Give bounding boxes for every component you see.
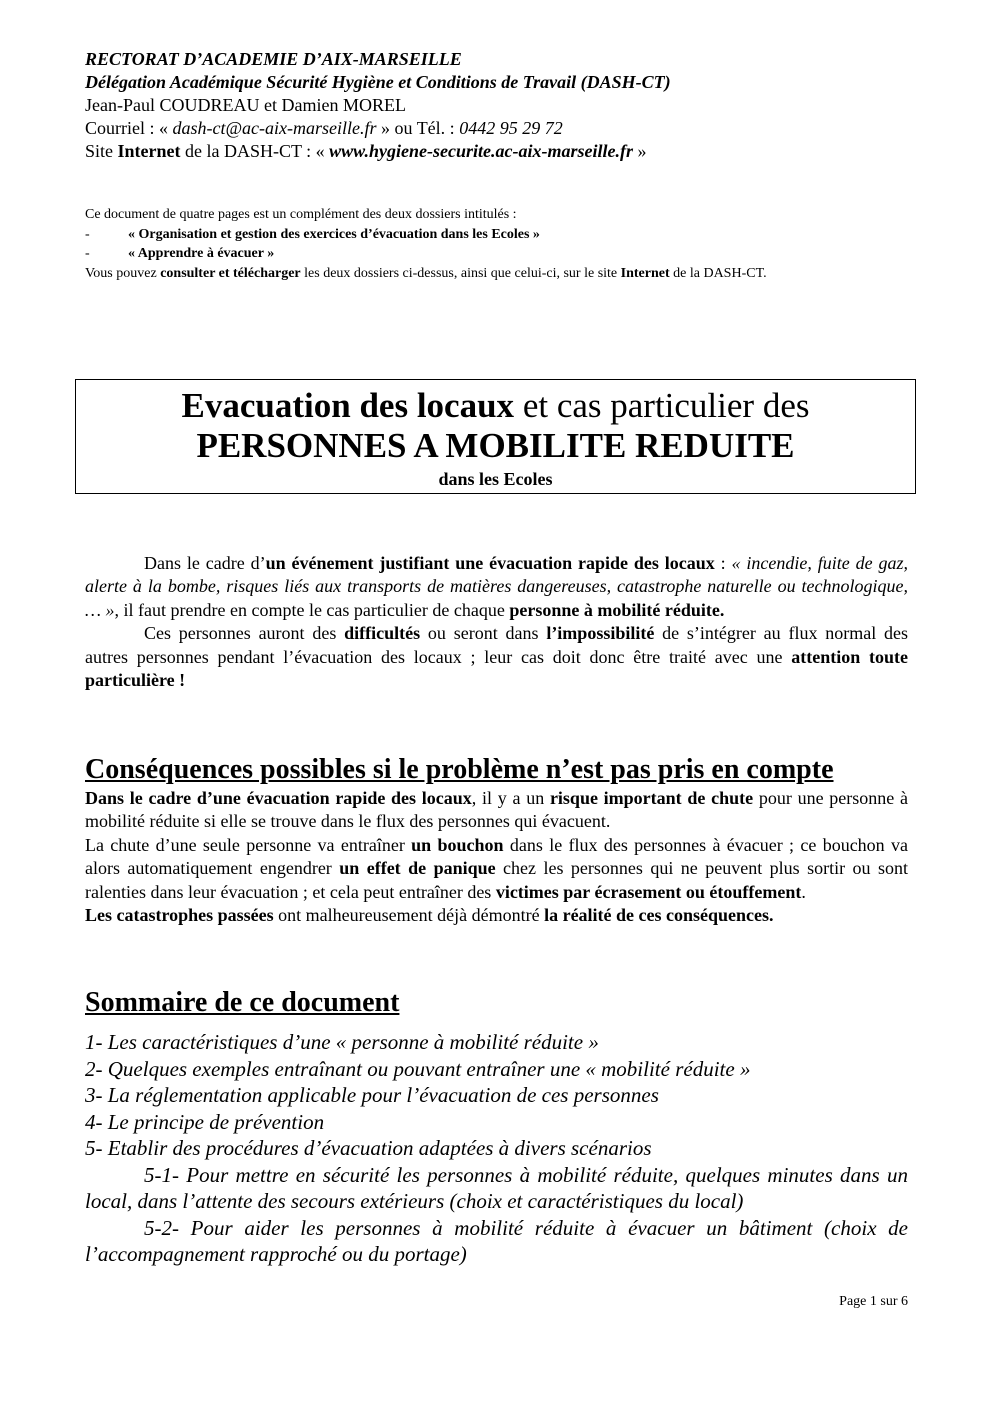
body-intro <box>85 552 908 692</box>
website-link[interactable]: www.hygiene-securite.ac-aix-marseille.fr <box>329 141 633 161</box>
title-subtitle: dans les Ecoles <box>438 469 553 489</box>
toc-subitem: 5-1- Pour mettre en sécurité les personnes à mobilité réduite, quelques minutes dans un local, dans l’attente des secours extérieurs (choix et caractéristiques du local) <box>85 1162 908 1213</box>
paragraph: Ces personnes auront des difficultés ou seront dans l’impossibilité de s’intégrer au flux normal des autres personnes pendant l’évacuation des locaux ; leur cas doit donc être traité avec une attention toute particulière ! <box>85 623 909 691</box>
phone-number: 0442 95 29 72 <box>459 118 563 138</box>
paragraph: La chute d’une seule personne va entraîner un bouchon dans le flux des personnes à évacuer ; ce bouchon va alors automatiquement engendrer un effet de panique chez les personnes qui ne peuvent plus sortir ou sont ralenties dans leur évacuation ; et cela peut entraîner des victimes par écrasement ou étouffement. <box>85 834 909 902</box>
title-box <box>75 379 916 494</box>
consequences-body <box>85 787 908 927</box>
toc-item: 4- Le principe de prévention <box>85 1109 325 1134</box>
intro-note: Ce document de quatre pages est un complément des deux dossiers intitulés : - « Organisation et gestion des exercices d’évacuation dans les Ecoles » - « Apprendre à évacuer » Vous pouvez consulter et télécharger les deux dossiers ci-dessus, ainsi que celui-ci, sur le site Internet de la DASH-CT. <box>85 205 908 283</box>
email-link[interactable]: dash-ct@ac-aix-marseille.fr <box>172 118 377 138</box>
paragraph: Dans le cadre d’une évacuation rapide des locaux, il y a un risque important de chute pour une personne à mobilité réduite si elle se trouve dans le flux des personnes qui évacuent. <box>85 788 908 832</box>
list-item: - « Apprendre à évacuer » <box>85 246 275 261</box>
section-heading-sommaire: Sommaire de ce document <box>85 987 400 1018</box>
list-item: - « Organisation et gestion des exercices d’évacuation dans les Ecoles » <box>85 226 540 242</box>
toc-subitem: 5-2- Pour aider les personnes à mobilité réduite à évacuer un bâtiment (choix de l’accompagnement rapproché ou du portage) <box>85 1215 908 1266</box>
toc-item: 5- Etablir des procédures d’évacuation adaptées à divers scénarios <box>85 1136 652 1160</box>
contact-line: Courriel : « dash-ct@ac-aix-marseille.fr » ou Tél. : 0442 95 29 72 <box>85 118 563 138</box>
toc-item: 1- Les caractéristiques d’une « personne à mobilité réduite » <box>85 1030 599 1054</box>
website-line: Site Internet de la DASH-CT : « www.hygiene-securite.ac-aix-marseille.fr » <box>85 141 647 161</box>
paragraph: Les catastrophes passées ont malheureusement déjà démontré la réalité de ces conséquences. <box>85 905 774 926</box>
delegation-line: Délégation Académique Sécurité Hygiène et Conditions de Travail (DASH-CT) <box>85 72 671 92</box>
paragraph: Dans le cadre d’un événement justifiant une évacuation rapide des locaux : « incendie, fuite de gaz, alerte à la bombe, risques liés aux transports de matières dangereuses, catastrophe naturelle ou technologique, … », il faut prendre en compte le cas particulier de chaque personne à mobilité réduite. <box>85 553 908 620</box>
title-line-2: PERSONNES A MOBILITE REDUITE <box>196 426 795 465</box>
section-heading-consequences: Conséquences possibles si le problème n’est pas pris en compte <box>85 754 834 785</box>
toc-item: 3- La réglementation applicable pour l’évacuation de ces personnes <box>85 1083 659 1107</box>
table-of-contents <box>85 1029 908 1268</box>
page-number: Page 1 sur 6 <box>839 1294 908 1309</box>
title-line-1: Evacuation des locaux et cas particulier des <box>181 386 810 425</box>
letterhead <box>85 48 671 163</box>
authors-line: Jean-Paul COUDREAU et Damien MOREL <box>85 95 406 115</box>
toc-item: 2- Quelques exemples entraînant ou pouvant entraîner une « mobilité réduite » <box>85 1056 751 1081</box>
rectorat-line: RECTORAT D’ACADEMIE D’AIX-MARSEILLE <box>85 49 462 69</box>
